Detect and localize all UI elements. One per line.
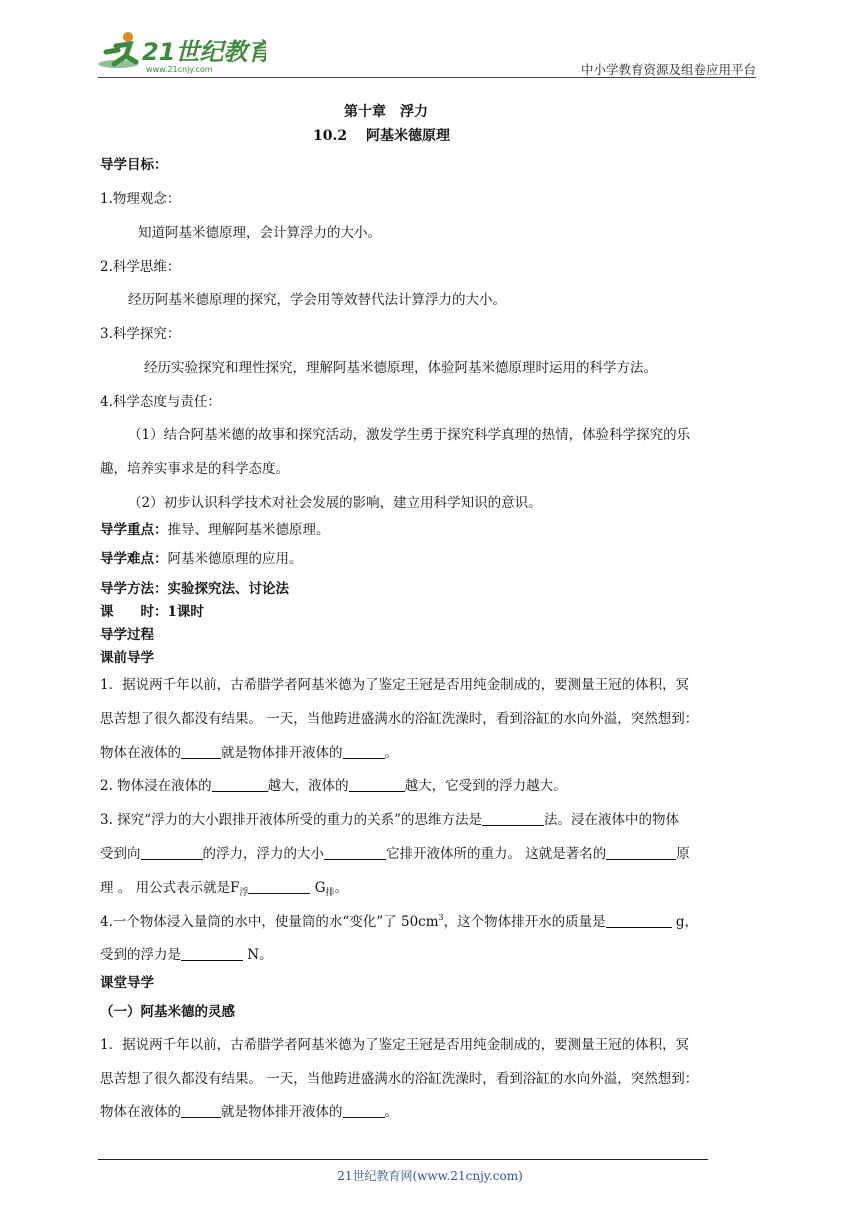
text-segment: 法。浸在液体中的物体	[543, 812, 679, 828]
header-platform-text: 中小学教育资源及组卷应用平台	[580, 62, 756, 77]
text-segment: 受到的浮力是	[100, 947, 181, 963]
objective-4-body-1b: 趣，培养实事求是的科学态度。	[100, 461, 289, 477]
objective-1-title: 1.物理观念：	[100, 191, 181, 207]
text-segment: 。	[334, 880, 349, 896]
text-segment: 它排开液体所的重力。 这就是著名的	[386, 846, 607, 862]
preclass-q3-line2	[100, 842, 690, 862]
inclass-q1-line1: 1．据说两千年以前，古希腊学者阿基米德为了鉴定王冠是否用纯金制成的，要测量王冠的体积，冥	[100, 1037, 690, 1053]
hours-value: 1课时	[167, 604, 204, 620]
text-segment: 就是物体排开液体的	[221, 745, 343, 761]
answer-blank[interactable]	[324, 845, 386, 860]
preclass-q2	[100, 774, 567, 794]
text-segment: g，	[671, 914, 699, 930]
answer-blank[interactable]	[141, 845, 203, 860]
answer-blank[interactable]	[606, 845, 676, 860]
text-segment: 2. 物体浸在液体的	[100, 778, 212, 794]
answer-blank[interactable]	[482, 811, 544, 826]
text-segment: 。	[384, 745, 398, 761]
text-segment: 理 。 用公式表示就是F	[100, 880, 240, 896]
key-point-line	[100, 518, 330, 538]
logo-text: 21世纪教育	[142, 38, 266, 66]
text-segment: 就是物体排开液体的	[221, 1104, 343, 1120]
inclass-q1-line2: 思苦想了很久都没有结果。 一天，当他跨进盛满水的浴缸洗澡时，看到浴缸的水向外溢，突然想到：	[100, 1071, 699, 1087]
section-title: 10.2 阿基米德原理	[313, 128, 450, 144]
answer-blank[interactable]	[343, 1103, 385, 1118]
hours-label: 课 时：	[100, 604, 168, 620]
inclass-q1-line3	[100, 1100, 398, 1120]
key-point-text: 推导、理解阿基米德原理。	[167, 522, 330, 538]
preclass-heading: 课前导学	[100, 650, 154, 666]
text-segment: 的浮力，浮力的大小	[202, 846, 324, 862]
subscript: 浮	[239, 888, 249, 898]
preclass-q4-line2	[100, 943, 273, 963]
objective-2-title: 2.科学思维：	[100, 259, 181, 275]
answer-blank[interactable]	[181, 1103, 221, 1118]
key-point-label: 导学重点：	[100, 522, 168, 538]
chapter-title: 第十章 浮力	[344, 104, 428, 120]
site-logo	[96, 30, 266, 76]
text-segment: 原	[676, 846, 690, 862]
preclass-q4-line1	[100, 910, 698, 930]
preclass-q1-line2: 思苦想了很久都没有结果。 一天，当他跨进盛满水的浴缸洗澡时，看到浴缸的水向外溢，突然想到：	[100, 711, 699, 727]
preclass-q3-line3	[100, 876, 348, 898]
text-segment: 越大，液体的	[267, 778, 349, 794]
method-line: 导学方法：实验探究法、讨论法	[100, 581, 289, 597]
difficulty-label: 导学难点：	[100, 551, 168, 567]
text-segment: ，这个物体排开水的质量是	[443, 914, 606, 930]
difficulty-line	[100, 547, 303, 567]
objectives-heading: 导学目标：	[100, 157, 168, 173]
text-segment: 受到向	[100, 846, 141, 862]
preclass-q3-line1	[100, 808, 679, 828]
preclass-q1-line3	[100, 741, 398, 761]
footer-divider	[98, 1159, 708, 1160]
superscript: 3	[438, 913, 444, 922]
answer-blank[interactable]	[181, 744, 221, 759]
footer-link[interactable]: 21世纪教育网(www.21cnjy.com)	[337, 1169, 523, 1183]
answer-blank[interactable]	[248, 879, 310, 894]
subscript: 排	[325, 888, 335, 898]
hours-line	[100, 600, 204, 620]
objective-4-body-2: （2）初步认识科学技术对社会发展的影响，建立用科学知识的意识。	[128, 495, 542, 511]
objective-3-body: 经历实验探究和理性探究，理解阿基米德原理，体验阿基米德原理时运用的科学方法。	[144, 360, 657, 376]
objective-3-title: 3.科学探究：	[100, 326, 181, 342]
objective-4-body-1a: （1）结合阿基米德的故事和探究活动，激发学生勇于探究科学真理的热情，体验科学探究的乐	[128, 427, 691, 443]
answer-blank[interactable]	[181, 946, 243, 961]
inclass-subheading: （一）阿基米德的灵感	[100, 1004, 235, 1020]
text-segment: 。	[384, 1104, 398, 1120]
objective-2-body: 经历阿基米德原理的探究，学会用等效替代法计算浮力的大小。	[128, 292, 506, 308]
logo-url: www.21cnjy.com	[146, 65, 213, 74]
process-heading: 导学过程	[100, 627, 154, 643]
answer-blank[interactable]	[212, 777, 268, 792]
preclass-q1-line1: 1．据说两千年以前，古希腊学者阿基米德为了鉴定王冠是否用纯金制成的，要测量王冠的体积，冥	[100, 677, 690, 693]
text-segment: 3. 探究“浮力的大小跟排开液体所受的重力的关系”的思维方法是	[100, 812, 482, 828]
answer-blank[interactable]	[349, 777, 405, 792]
text-segment: 物体在液体的	[100, 745, 181, 761]
text-segment: 越大，它受到的浮力越大。	[404, 778, 567, 794]
inclass-heading: 课堂导学	[100, 975, 154, 991]
text-segment: 4.一个物体浸入量筒的水中，使量筒的水“变化”了 50cm	[100, 914, 439, 930]
text-segment: 物体在液体的	[100, 1104, 181, 1120]
difficulty-text: 阿基米德原理的应用。	[167, 551, 303, 567]
objective-4-title: 4.科学态度与责任：	[100, 394, 221, 410]
text-segment: G	[310, 880, 326, 896]
answer-blank[interactable]	[343, 744, 385, 759]
objective-1-body: 知道阿基米德原理，会计算浮力的大小。	[138, 225, 381, 241]
text-segment: N。	[243, 947, 273, 963]
header-divider	[98, 77, 756, 78]
runner-logo-icon	[96, 30, 266, 76]
answer-blank[interactable]	[606, 913, 672, 928]
